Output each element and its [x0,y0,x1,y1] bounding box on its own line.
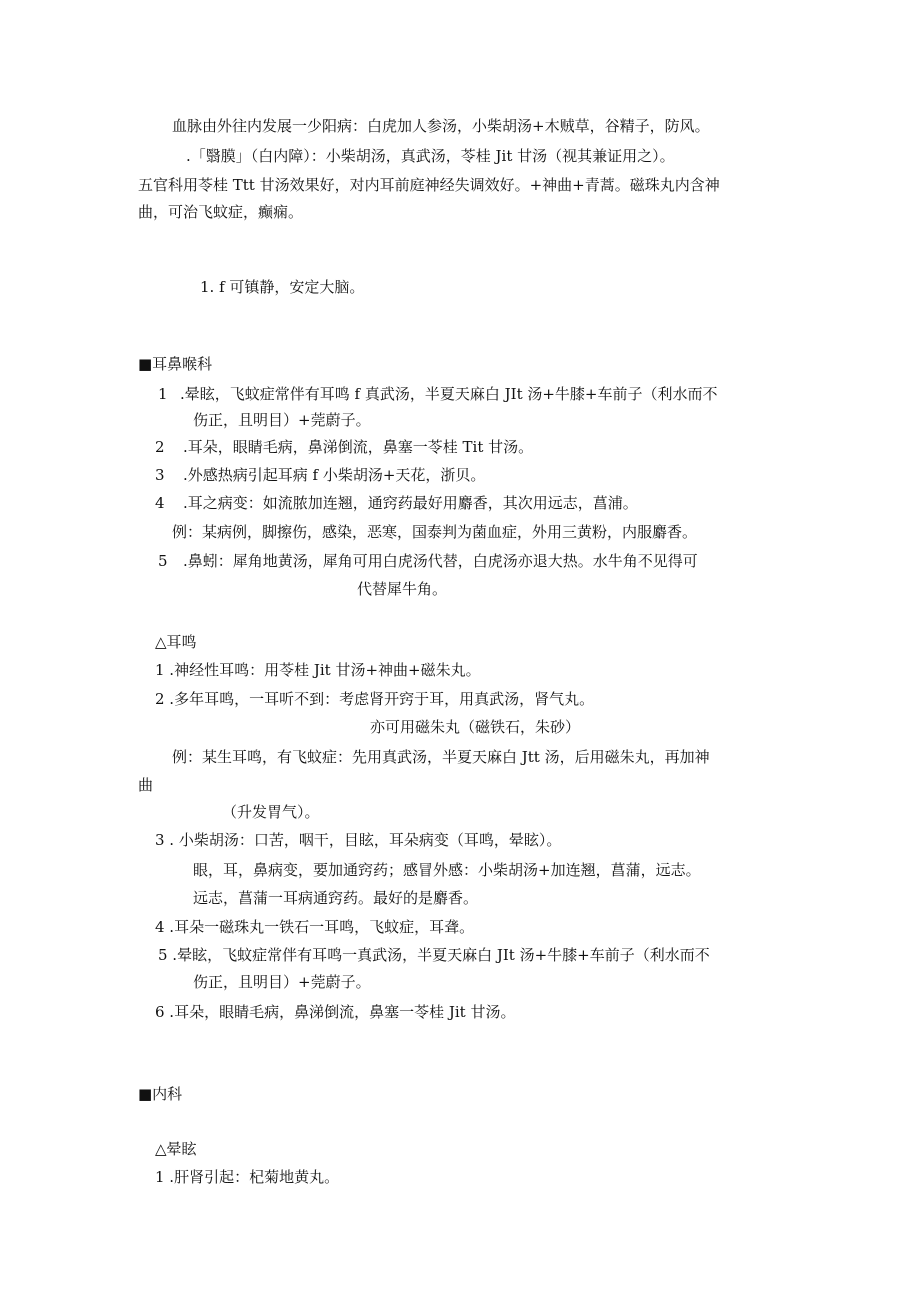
list-number: 4 [155,494,165,512]
text-line: 1. f 可镇静，安定大脑。 [200,278,365,296]
example-line: 例：某病例，脚擦伤，感染，恶寒，国泰判为菌血症，外用三黄粉，内服麝香。 [172,523,698,541]
text-line: 血脉由外往内发展一少阳病：白虎加人参汤，小柴胡汤+木贼草，谷精子，防风。 [172,117,710,135]
list-number: 1 [158,385,168,403]
text-line: 5 .晕眩，飞蚊症常伴有耳鸣一真武汤，半夏天麻白 JIt 汤+牛膝+车前子（利水而不 [158,946,710,964]
text-line: 五官科用苓桂 Ttt 甘汤效果好，对内耳前庭神经失调效好。+神曲+青蒿。磁珠丸内含神 [138,176,720,194]
list-item: .耳之病变：如流脓加连翘，通窍药最好用麝香，其次用远志，菖浦。 [183,494,638,512]
list-number: 3 [155,466,165,484]
text-line: 6 .耳朵，眼睛毛病，鼻涕倒流，鼻塞一苓桂 Jit 甘汤。 [155,1003,516,1021]
list-item-continuation: 代替犀牛角。 [357,580,448,598]
subsection-heading: △晕眩 [155,1140,197,1158]
text-line: 亦可用磁朱丸（磁铁石，朱砂） [370,718,581,736]
list-item-continuation: 伤正，且明目）+莞蔚子。 [193,411,371,429]
list-item: .鼻蚓：犀角地黄汤，犀角可用白虎汤代替，白虎汤亦退大热。水牛角不见得可 [183,552,698,570]
text-line: 2 .多年耳鸣，一耳听不到：考虑肾开窍于耳，用真武汤，肾气丸。 [155,690,595,708]
text-line: 1 .神经性耳鸣：用苓桂 Jit 甘汤+神曲+磁朱丸。 [155,661,481,679]
text-line: 远志，菖蒲一耳病通窍药。最好的是麝香。 [193,889,479,907]
text-line: 3 . 小柴胡汤：口苦，咽干，目眩，耳朵病变（耳鸣，晕眩）。 [155,831,562,849]
list-item: .外感热病引起耳病 f 小柴胡汤+天花，浙贝。 [183,466,486,484]
text-line: 曲 [138,776,154,794]
text-line: 伤正，且明目）+莞蔚子。 [193,973,371,991]
text-line: 1 .肝肾引起：杞菊地黄丸。 [155,1168,340,1186]
list-number: 2 [155,438,165,456]
example-line: 例：某生耳鸣，有飞蚊症：先用真武汤，半夏天麻白 Jtt 汤，后用磁朱丸，再加神 [172,748,710,766]
section-heading: ■耳鼻喉科 [138,355,213,373]
list-number: 5 [158,552,168,570]
list-item: .晕眩，飞蚊症常伴有耳鸣 f 真武汤，半夏天麻白 JIt 汤+牛膝+车前子（利水而不 [180,385,718,403]
list-item: .耳朵，眼睛毛病，鼻涕倒流，鼻塞一苓桂 Tit 甘汤。 [183,438,534,456]
section-heading: ■内科 [138,1085,183,1103]
text-line: .「翳膜」（白内障）：小柴胡汤，真武汤，苓桂 Jit 甘汤（视其兼证用之）。 [186,147,675,165]
text-line: 4 .耳朵一磁珠丸一铁石一耳鸣，飞蚊症，耳聋。 [155,918,475,936]
text-line: （升发胃气）。 [222,803,320,821]
text-line: 眼，耳，鼻病变，要加通窍药；感冒外感：小柴胡汤+加连翘，菖蒲，远志。 [193,861,701,879]
text-line: 曲，可治飞蚊症，癫痫。 [138,203,304,221]
subsection-heading: △耳鸣 [155,633,197,651]
